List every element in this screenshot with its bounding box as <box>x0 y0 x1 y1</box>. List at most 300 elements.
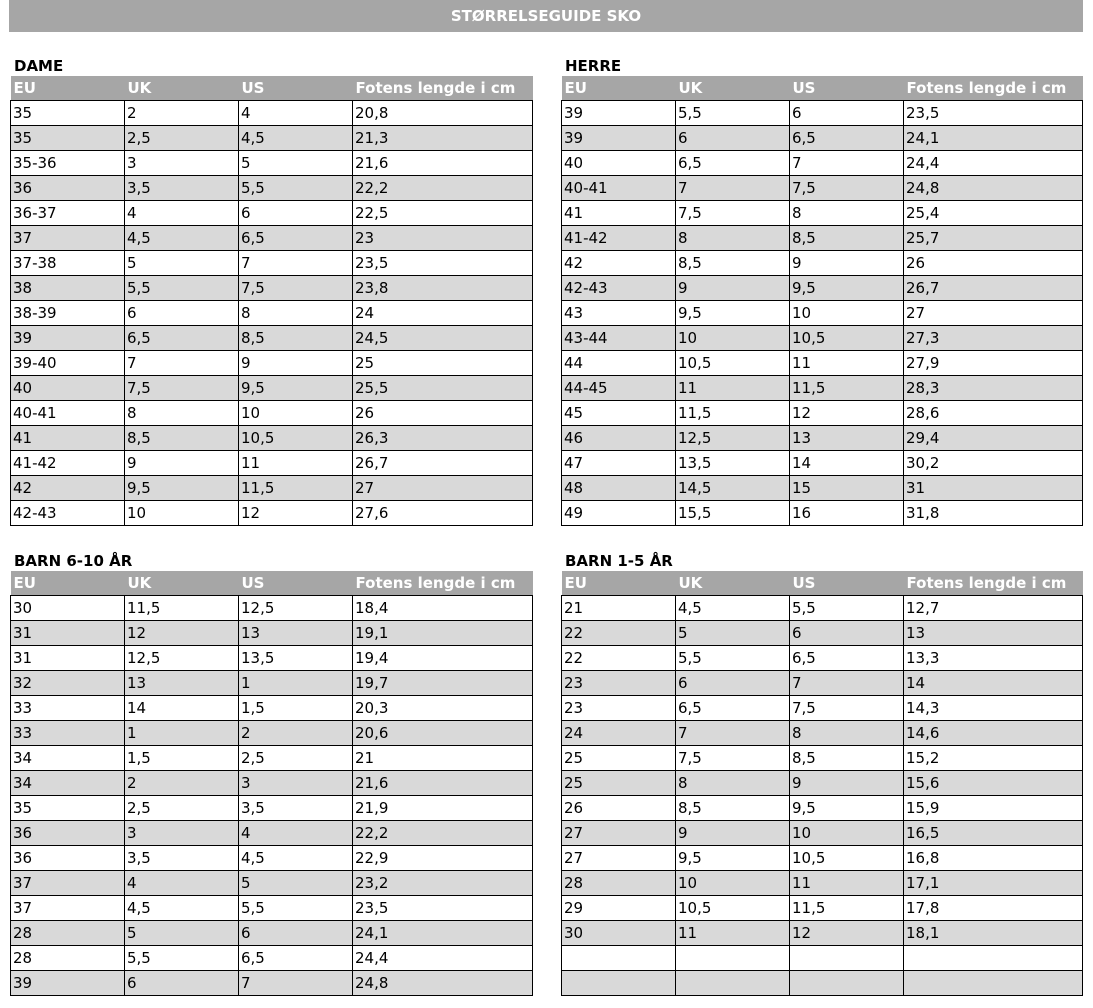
eu-cell: 37 <box>11 226 125 251</box>
eu-cell: 44 <box>562 351 676 376</box>
us-cell: 13 <box>239 621 353 646</box>
uk-cell: 9 <box>676 821 790 846</box>
uk-cell: 8,5 <box>676 796 790 821</box>
us-cell: 6 <box>239 921 353 946</box>
eu-cell: 41-42 <box>562 226 676 251</box>
foot-length-cell: 28,3 <box>904 376 1083 401</box>
table-row <box>562 896 1083 921</box>
foot-length-cell: 22,2 <box>353 176 533 201</box>
us-cell: 13 <box>790 426 904 451</box>
us-cell: 9,5 <box>239 376 353 401</box>
eu-cell: 36 <box>11 821 125 846</box>
foot-length-cell: 29,4 <box>904 426 1083 451</box>
uk-cell: 7,5 <box>676 746 790 771</box>
uk-cell: 8,5 <box>125 426 239 451</box>
us-cell: 7 <box>790 671 904 696</box>
table-row <box>562 276 1083 301</box>
eu-cell: 26 <box>562 796 676 821</box>
column-header-us: US <box>239 571 353 596</box>
eu-cell: 42-43 <box>562 276 676 301</box>
column-header-us: US <box>790 571 904 596</box>
table-row <box>11 821 533 846</box>
table-heading-barn-6-10: BARN 6-10 ÅR <box>14 552 133 570</box>
table-row <box>11 771 533 796</box>
eu-cell: 36 <box>11 176 125 201</box>
eu-cell: 31 <box>11 646 125 671</box>
table-header-row <box>11 571 533 596</box>
table-row <box>562 846 1083 871</box>
foot-length-cell: 24,4 <box>904 151 1083 176</box>
foot-length-cell: 19,4 <box>353 646 533 671</box>
foot-length-cell: 25 <box>353 351 533 376</box>
uk-cell: 4,5 <box>125 226 239 251</box>
table-row <box>11 276 533 301</box>
eu-cell: 28 <box>11 921 125 946</box>
us-cell: 7 <box>239 251 353 276</box>
foot-length-cell: 16,8 <box>904 846 1083 871</box>
table-row <box>562 426 1083 451</box>
eu-cell: 43-44 <box>562 326 676 351</box>
eu-cell: 33 <box>11 696 125 721</box>
table-row <box>11 201 533 226</box>
table-row <box>11 126 533 151</box>
table-row <box>562 821 1083 846</box>
eu-cell: 28 <box>11 946 125 971</box>
foot-length-cell: 21,3 <box>353 126 533 151</box>
uk-cell: 6 <box>676 671 790 696</box>
table-row <box>562 401 1083 426</box>
eu-cell: 33 <box>11 721 125 746</box>
foot-length-cell: 25,7 <box>904 226 1083 251</box>
uk-cell: 13 <box>125 671 239 696</box>
us-cell: 4 <box>239 101 353 126</box>
foot-length-cell: 21 <box>353 746 533 771</box>
table-row <box>562 126 1083 151</box>
eu-cell: 36-37 <box>11 201 125 226</box>
eu-cell: 31 <box>11 621 125 646</box>
us-cell: 8,5 <box>239 326 353 351</box>
eu-cell: 44-45 <box>562 376 676 401</box>
table-row <box>11 846 533 871</box>
table-row <box>562 151 1083 176</box>
foot-length-cell: 21,6 <box>353 771 533 796</box>
foot-length-cell: 26 <box>904 251 1083 276</box>
eu-cell: 22 <box>562 621 676 646</box>
table-row <box>11 796 533 821</box>
table-row <box>11 621 533 646</box>
eu-cell: 24 <box>562 721 676 746</box>
us-cell: 9 <box>790 771 904 796</box>
us-cell: 6 <box>239 201 353 226</box>
uk-cell: 10 <box>676 326 790 351</box>
foot-length-cell: 24,8 <box>904 176 1083 201</box>
table-row <box>11 721 533 746</box>
us-cell: 5,5 <box>790 596 904 621</box>
table-row <box>562 251 1083 276</box>
eu-cell: 34 <box>11 771 125 796</box>
us-cell: 8,5 <box>790 746 904 771</box>
eu-cell: 40-41 <box>562 176 676 201</box>
eu-cell: 37 <box>11 896 125 921</box>
uk-cell: 5,5 <box>676 646 790 671</box>
uk-cell: 6,5 <box>676 151 790 176</box>
table-row <box>562 476 1083 501</box>
us-cell: 9 <box>790 251 904 276</box>
foot-length-cell: 27 <box>353 476 533 501</box>
foot-length-cell: 22,9 <box>353 846 533 871</box>
us-cell: 7,5 <box>790 696 904 721</box>
foot-length-cell: 24,5 <box>353 326 533 351</box>
us-cell: 6 <box>790 101 904 126</box>
table-header-row <box>562 571 1083 596</box>
foot-length-cell: 14 <box>904 671 1083 696</box>
foot-length-cell: 21,9 <box>353 796 533 821</box>
uk-cell: 6 <box>125 301 239 326</box>
us-cell: 8 <box>790 721 904 746</box>
foot-length-cell: 24 <box>353 301 533 326</box>
table-row <box>11 176 533 201</box>
uk-cell: 7,5 <box>676 201 790 226</box>
eu-cell: 27 <box>562 821 676 846</box>
foot-length-cell <box>904 946 1083 971</box>
foot-length-cell: 20,6 <box>353 721 533 746</box>
foot-length-cell: 26,7 <box>904 276 1083 301</box>
foot-length-cell: 19,7 <box>353 671 533 696</box>
eu-cell: 23 <box>562 671 676 696</box>
eu-cell: 42 <box>562 251 676 276</box>
table-row <box>562 721 1083 746</box>
eu-cell: 25 <box>562 771 676 796</box>
uk-cell: 9,5 <box>676 846 790 871</box>
uk-cell: 11,5 <box>125 596 239 621</box>
us-cell: 10 <box>790 821 904 846</box>
table-row <box>11 696 533 721</box>
us-cell: 12 <box>790 921 904 946</box>
us-cell: 6 <box>790 621 904 646</box>
uk-cell: 3,5 <box>125 846 239 871</box>
us-cell: 4 <box>239 821 353 846</box>
uk-cell: 15,5 <box>676 501 790 526</box>
table-row <box>11 326 533 351</box>
table-row <box>562 796 1083 821</box>
us-cell: 9 <box>239 351 353 376</box>
table-row <box>562 226 1083 251</box>
foot-length-cell: 27,9 <box>904 351 1083 376</box>
eu-cell: 45 <box>562 401 676 426</box>
eu-cell: 48 <box>562 476 676 501</box>
foot-length-cell: 13 <box>904 621 1083 646</box>
foot-length-cell: 26,7 <box>353 451 533 476</box>
us-cell: 16 <box>790 501 904 526</box>
foot-length-cell: 21,6 <box>353 151 533 176</box>
us-cell: 12 <box>790 401 904 426</box>
us-cell: 5,5 <box>239 176 353 201</box>
us-cell: 13,5 <box>239 646 353 671</box>
table-row <box>562 201 1083 226</box>
table-row <box>11 896 533 921</box>
table-row <box>562 646 1083 671</box>
foot-length-cell: 14,6 <box>904 721 1083 746</box>
eu-cell: 28 <box>562 871 676 896</box>
eu-cell: 37 <box>11 871 125 896</box>
uk-cell: 5 <box>125 921 239 946</box>
eu-cell: 40 <box>562 151 676 176</box>
eu-cell: 39 <box>562 126 676 151</box>
column-header-us: US <box>239 76 353 101</box>
table-row <box>562 451 1083 476</box>
foot-length-cell: 25,5 <box>353 376 533 401</box>
uk-cell <box>676 971 790 996</box>
table-row <box>11 301 533 326</box>
us-cell: 6,5 <box>790 126 904 151</box>
us-cell <box>790 946 904 971</box>
uk-cell: 8 <box>676 771 790 796</box>
eu-cell: 29 <box>562 896 676 921</box>
table-row <box>562 696 1083 721</box>
uk-cell: 10 <box>125 501 239 526</box>
uk-cell: 8 <box>125 401 239 426</box>
foot-length-cell: 25,4 <box>904 201 1083 226</box>
foot-length-cell: 15,9 <box>904 796 1083 821</box>
table-row <box>562 301 1083 326</box>
size-table-barn-1-5 <box>561 547 1083 996</box>
us-cell: 7 <box>239 971 353 996</box>
eu-cell: 41-42 <box>11 451 125 476</box>
column-header-uk: UK <box>676 76 790 101</box>
eu-cell: 43 <box>562 301 676 326</box>
us-cell: 7,5 <box>239 276 353 301</box>
foot-length-cell: 12,7 <box>904 596 1083 621</box>
eu-cell: 49 <box>562 501 676 526</box>
table-row <box>11 596 533 621</box>
eu-cell: 40-41 <box>11 401 125 426</box>
table-row <box>562 671 1083 696</box>
uk-cell: 3 <box>125 151 239 176</box>
table-row <box>11 426 533 451</box>
uk-cell: 12,5 <box>676 426 790 451</box>
uk-cell: 4,5 <box>125 896 239 921</box>
eu-cell: 25 <box>562 746 676 771</box>
uk-cell: 10,5 <box>676 896 790 921</box>
eu-cell: 23 <box>562 696 676 721</box>
foot-length-cell: 24,1 <box>353 921 533 946</box>
table-heading-barn-1-5: BARN 1-5 ÅR <box>565 552 673 570</box>
table-row <box>11 921 533 946</box>
eu-cell: 36 <box>11 846 125 871</box>
eu-cell: 30 <box>562 921 676 946</box>
uk-cell: 11 <box>676 376 790 401</box>
uk-cell: 10 <box>676 871 790 896</box>
us-cell: 11,5 <box>239 476 353 501</box>
uk-cell: 4 <box>125 201 239 226</box>
table-row <box>11 401 533 426</box>
table-row <box>562 326 1083 351</box>
eu-cell: 41 <box>11 426 125 451</box>
us-cell: 10,5 <box>790 846 904 871</box>
us-cell: 3 <box>239 771 353 796</box>
uk-cell: 10,5 <box>676 351 790 376</box>
table-row <box>11 351 533 376</box>
foot-length-cell <box>904 971 1083 996</box>
column-header-eu: EU <box>11 571 125 596</box>
uk-cell: 5 <box>676 621 790 646</box>
eu-cell: 42-43 <box>11 501 125 526</box>
table-row <box>11 671 533 696</box>
us-cell: 10,5 <box>239 426 353 451</box>
uk-cell: 11 <box>676 921 790 946</box>
foot-length-cell: 17,8 <box>904 896 1083 921</box>
uk-cell: 9 <box>125 451 239 476</box>
eu-cell: 35 <box>11 796 125 821</box>
uk-cell: 7 <box>676 721 790 746</box>
uk-cell: 14 <box>125 696 239 721</box>
eu-cell: 27 <box>562 846 676 871</box>
us-cell: 1,5 <box>239 696 353 721</box>
eu-cell: 30 <box>11 596 125 621</box>
table-row <box>562 376 1083 401</box>
eu-cell: 41 <box>562 201 676 226</box>
uk-cell: 8,5 <box>676 251 790 276</box>
table-row <box>562 501 1083 526</box>
foot-length-cell: 23,5 <box>904 101 1083 126</box>
uk-cell: 11,5 <box>676 401 790 426</box>
eu-cell: 35 <box>11 101 125 126</box>
table-row <box>562 921 1083 946</box>
us-cell <box>790 971 904 996</box>
column-header-foot-length: Fotens lengde i cm <box>353 571 533 596</box>
table-row <box>562 351 1083 376</box>
foot-length-cell: 23,2 <box>353 871 533 896</box>
us-cell: 11 <box>239 451 353 476</box>
us-cell: 8 <box>790 201 904 226</box>
foot-length-cell: 16,5 <box>904 821 1083 846</box>
us-cell: 6,5 <box>790 646 904 671</box>
uk-cell: 6 <box>676 126 790 151</box>
table-row <box>11 871 533 896</box>
foot-length-cell: 31,8 <box>904 501 1083 526</box>
column-header-foot-length: Fotens lengde i cm <box>904 571 1083 596</box>
foot-length-cell: 26 <box>353 401 533 426</box>
uk-cell: 7,5 <box>125 376 239 401</box>
uk-cell: 2 <box>125 101 239 126</box>
us-cell: 1 <box>239 671 353 696</box>
foot-length-cell: 30,2 <box>904 451 1083 476</box>
us-cell: 9,5 <box>790 796 904 821</box>
table-row <box>562 596 1083 621</box>
uk-cell: 12 <box>125 621 239 646</box>
us-cell: 11,5 <box>790 376 904 401</box>
eu-cell: 39 <box>562 101 676 126</box>
uk-cell: 6 <box>125 971 239 996</box>
eu-cell: 37-38 <box>11 251 125 276</box>
column-header-eu: EU <box>562 571 676 596</box>
eu-cell: 38-39 <box>11 301 125 326</box>
table-row <box>11 151 533 176</box>
uk-cell: 9,5 <box>676 301 790 326</box>
column-header-eu: EU <box>562 76 676 101</box>
eu-cell <box>562 946 676 971</box>
uk-cell <box>676 946 790 971</box>
us-cell: 10,5 <box>790 326 904 351</box>
uk-cell: 1,5 <box>125 746 239 771</box>
size-table-barn-6-10 <box>10 547 533 996</box>
uk-cell: 14,5 <box>676 476 790 501</box>
table-row <box>11 971 533 996</box>
eu-cell: 32 <box>11 671 125 696</box>
uk-cell: 9 <box>676 276 790 301</box>
foot-length-cell: 15,2 <box>904 746 1083 771</box>
eu-cell: 42 <box>11 476 125 501</box>
table-header-row <box>562 76 1083 101</box>
us-cell: 4,5 <box>239 126 353 151</box>
foot-length-cell: 18,4 <box>353 596 533 621</box>
table-row <box>11 476 533 501</box>
us-cell: 12,5 <box>239 596 353 621</box>
foot-length-cell: 24,8 <box>353 971 533 996</box>
column-header-foot-length: Fotens lengde i cm <box>353 76 533 101</box>
uk-cell: 1 <box>125 721 239 746</box>
foot-length-cell: 26,3 <box>353 426 533 451</box>
foot-length-cell: 27,3 <box>904 326 1083 351</box>
column-header-us: US <box>790 76 904 101</box>
foot-length-cell: 13,3 <box>904 646 1083 671</box>
uk-cell: 5,5 <box>676 101 790 126</box>
column-header-foot-length: Fotens lengde i cm <box>904 76 1083 101</box>
foot-length-cell: 18,1 <box>904 921 1083 946</box>
table-row <box>11 226 533 251</box>
foot-length-cell: 15,6 <box>904 771 1083 796</box>
uk-cell: 2,5 <box>125 796 239 821</box>
table-row <box>562 101 1083 126</box>
eu-cell: 39-40 <box>11 351 125 376</box>
table-heading-herre: HERRE <box>565 57 622 75</box>
table-row <box>11 101 533 126</box>
foot-length-cell: 22,5 <box>353 201 533 226</box>
eu-cell: 39 <box>11 971 125 996</box>
column-header-uk: UK <box>676 571 790 596</box>
table-header-row <box>11 76 533 101</box>
us-cell: 5 <box>239 151 353 176</box>
foot-length-cell: 27 <box>904 301 1083 326</box>
table-heading-dame: DAME <box>14 57 64 75</box>
foot-length-cell: 23,5 <box>353 896 533 921</box>
column-header-uk: UK <box>125 76 239 101</box>
us-cell: 10 <box>239 401 353 426</box>
uk-cell: 4,5 <box>676 596 790 621</box>
us-cell: 6,5 <box>239 226 353 251</box>
eu-cell: 22 <box>562 646 676 671</box>
uk-cell: 4 <box>125 871 239 896</box>
foot-length-cell: 24,4 <box>353 946 533 971</box>
us-cell: 11 <box>790 351 904 376</box>
eu-cell: 35 <box>11 126 125 151</box>
us-cell: 9,5 <box>790 276 904 301</box>
us-cell: 2 <box>239 721 353 746</box>
us-cell: 11 <box>790 871 904 896</box>
us-cell: 8 <box>239 301 353 326</box>
us-cell: 15 <box>790 476 904 501</box>
foot-length-cell: 20,3 <box>353 696 533 721</box>
eu-cell: 38 <box>11 276 125 301</box>
uk-cell: 5,5 <box>125 276 239 301</box>
table-row <box>11 251 533 276</box>
uk-cell: 12,5 <box>125 646 239 671</box>
table-row <box>11 376 533 401</box>
uk-cell: 7 <box>676 176 790 201</box>
uk-cell: 2,5 <box>125 126 239 151</box>
eu-cell <box>562 971 676 996</box>
uk-cell: 13,5 <box>676 451 790 476</box>
